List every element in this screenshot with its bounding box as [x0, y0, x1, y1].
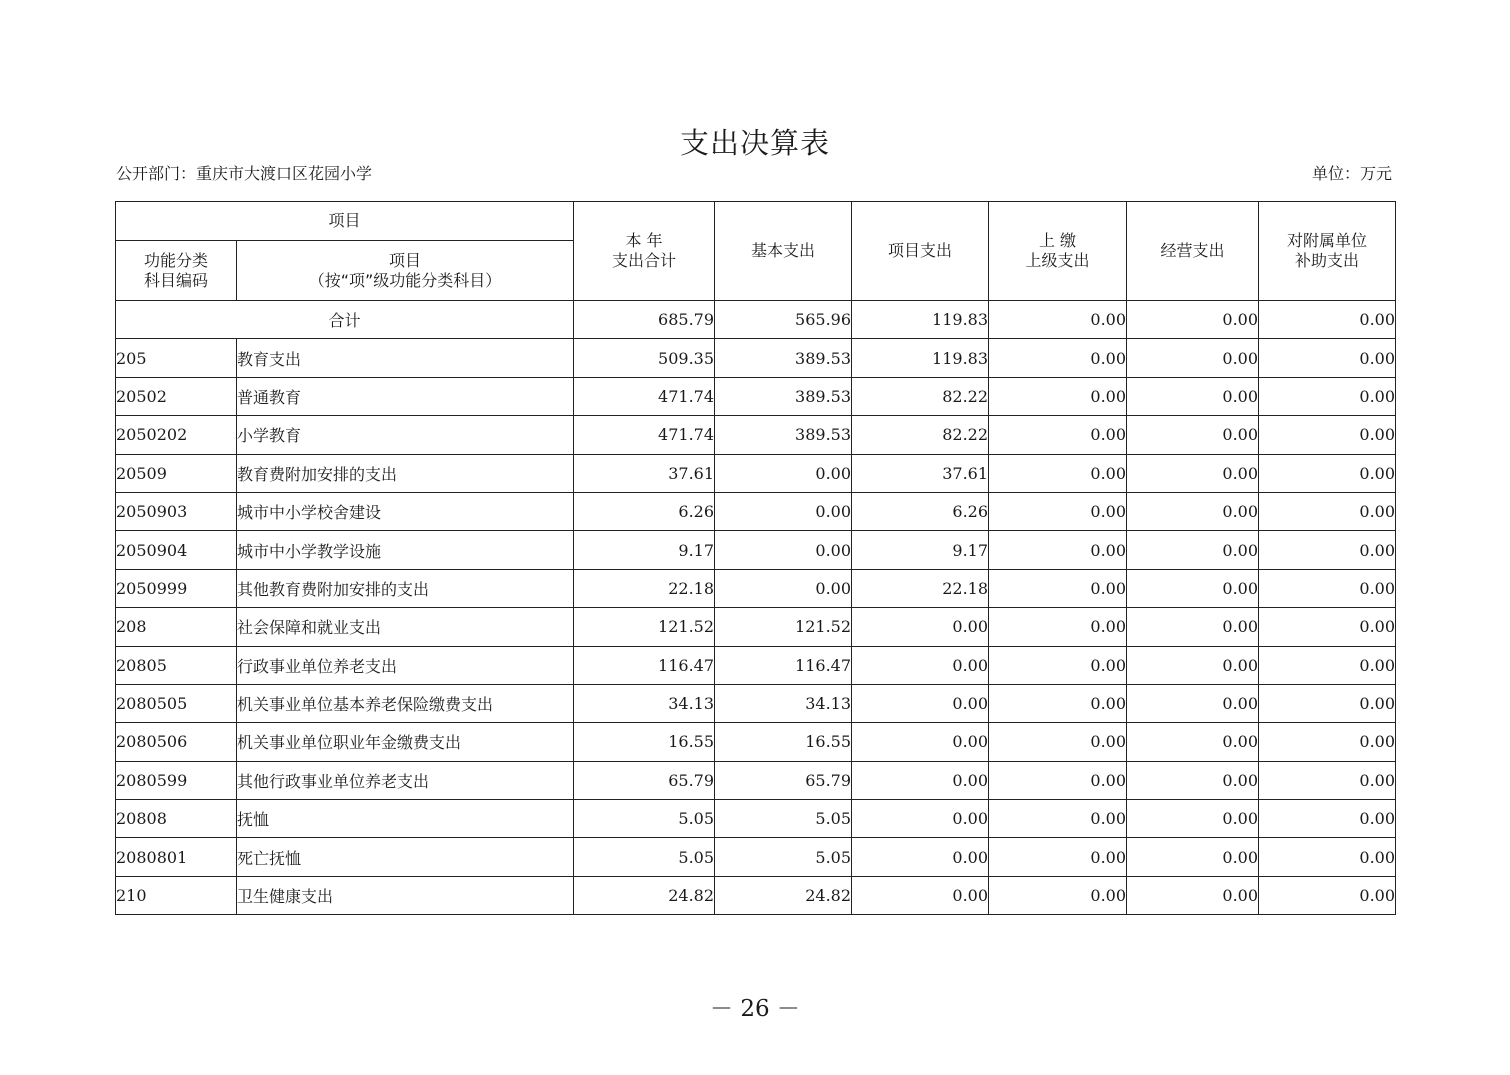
cell-name: 机关事业单位基本养老保险缴费支出 [237, 684, 574, 722]
cell-code: 2050999 [116, 569, 237, 607]
cell-upper: 0.00 [989, 723, 1127, 761]
cell-basic: 5.05 [715, 800, 852, 838]
cell-basic: 121.52 [715, 608, 852, 646]
cell-basic: 0.00 [715, 492, 852, 530]
cell-name: 其他行政事业单位养老支出 [237, 761, 574, 799]
table-row [116, 800, 1396, 838]
cell-subsidy: 0.00 [1259, 646, 1396, 684]
cell-basic: 65.79 [715, 761, 852, 799]
total-total: 685.79 [574, 301, 715, 339]
cell-code: 210 [116, 876, 237, 914]
cell-basic: 34.13 [715, 684, 852, 722]
cell-code: 20808 [116, 800, 237, 838]
page-title: 支出决算表 [679, 126, 830, 160]
unit-label: 单位：万元 [1311, 164, 1392, 183]
cell-total: 471.74 [574, 377, 715, 415]
header-business: 经营支出 [1127, 202, 1259, 301]
cell-business: 0.00 [1127, 646, 1259, 684]
cell-project: 0.00 [852, 684, 989, 722]
cell-name: 社会保障和就业支出 [237, 608, 574, 646]
cell-name: 小学教育 [237, 416, 574, 454]
cell-business: 0.00 [1127, 608, 1259, 646]
cell-project: 0.00 [852, 646, 989, 684]
cell-basic: 5.05 [715, 838, 852, 876]
cell-upper: 0.00 [989, 800, 1127, 838]
cell-code: 20509 [116, 454, 237, 492]
table-row [116, 684, 1396, 722]
cell-project: 37.61 [852, 454, 989, 492]
table-row [116, 838, 1396, 876]
cell-subsidy: 0.00 [1259, 492, 1396, 530]
cell-total: 5.05 [574, 838, 715, 876]
cell-project: 0.00 [852, 876, 989, 914]
table-row [116, 531, 1396, 569]
cell-basic: 16.55 [715, 723, 852, 761]
cell-name: 城市中小学校舍建设 [237, 492, 574, 530]
cell-upper: 0.00 [989, 876, 1127, 914]
cell-project: 0.00 [852, 800, 989, 838]
cell-project: 119.83 [852, 339, 989, 377]
cell-project: 0.00 [852, 608, 989, 646]
cell-subsidy: 0.00 [1259, 608, 1396, 646]
cell-code: 20502 [116, 377, 237, 415]
cell-project: 9.17 [852, 531, 989, 569]
cell-code: 2050202 [116, 416, 237, 454]
cell-upper: 0.00 [989, 492, 1127, 530]
cell-upper: 0.00 [989, 569, 1127, 607]
cell-business: 0.00 [1127, 876, 1259, 914]
expenditure-table [115, 201, 1396, 915]
cell-upper: 0.00 [989, 608, 1127, 646]
cell-project: 22.18 [852, 569, 989, 607]
cell-upper: 0.00 [989, 838, 1127, 876]
cell-business: 0.00 [1127, 531, 1259, 569]
cell-name: 普通教育 [237, 377, 574, 415]
total-upper: 0.00 [989, 301, 1127, 339]
cell-upper: 0.00 [989, 761, 1127, 799]
total-business: 0.00 [1127, 301, 1259, 339]
total-basic: 565.96 [715, 301, 852, 339]
cell-project: 0.00 [852, 761, 989, 799]
cell-basic: 24.82 [715, 876, 852, 914]
table-row [116, 377, 1396, 415]
cell-business: 0.00 [1127, 339, 1259, 377]
table-row [116, 569, 1396, 607]
cell-code: 2080599 [116, 761, 237, 799]
table-row [116, 608, 1396, 646]
cell-subsidy: 0.00 [1259, 723, 1396, 761]
cell-code: 2050904 [116, 531, 237, 569]
cell-project: 82.22 [852, 416, 989, 454]
table-row [116, 646, 1396, 684]
table-row [116, 416, 1396, 454]
cell-upper: 0.00 [989, 416, 1127, 454]
header-upper: 上 缴 上级支出 [989, 202, 1127, 301]
cell-basic: 389.53 [715, 416, 852, 454]
cell-total: 6.26 [574, 492, 715, 530]
cell-name: 教育费附加安排的支出 [237, 454, 574, 492]
total-label: 合计 [116, 301, 574, 339]
cell-code: 205 [116, 339, 237, 377]
cell-name: 城市中小学教学设施 [237, 531, 574, 569]
cell-total: 24.82 [574, 876, 715, 914]
cell-total: 37.61 [574, 454, 715, 492]
page-number: － 26 － [710, 996, 800, 1022]
cell-business: 0.00 [1127, 416, 1259, 454]
table-row [116, 761, 1396, 799]
cell-subsidy: 0.00 [1259, 569, 1396, 607]
header-subsidy: 对附属单位 补助支出 [1259, 202, 1396, 301]
cell-name: 其他教育费附加安排的支出 [237, 569, 574, 607]
cell-name: 抚恤 [237, 800, 574, 838]
cell-code: 2080506 [116, 723, 237, 761]
cell-code: 20805 [116, 646, 237, 684]
cell-upper: 0.00 [989, 646, 1127, 684]
table-row [116, 723, 1396, 761]
cell-project: 82.22 [852, 377, 989, 415]
cell-upper: 0.00 [989, 531, 1127, 569]
cell-basic: 0.00 [715, 454, 852, 492]
cell-subsidy: 0.00 [1259, 761, 1396, 799]
cell-business: 0.00 [1127, 723, 1259, 761]
cell-subsidy: 0.00 [1259, 416, 1396, 454]
cell-code: 2080801 [116, 838, 237, 876]
cell-subsidy: 0.00 [1259, 684, 1396, 722]
cell-subsidy: 0.00 [1259, 454, 1396, 492]
cell-total: 121.52 [574, 608, 715, 646]
cell-total: 471.74 [574, 416, 715, 454]
cell-total: 116.47 [574, 646, 715, 684]
cell-upper: 0.00 [989, 377, 1127, 415]
cell-subsidy: 0.00 [1259, 800, 1396, 838]
cell-business: 0.00 [1127, 800, 1259, 838]
cell-subsidy: 0.00 [1259, 876, 1396, 914]
cell-name: 卫生健康支出 [237, 876, 574, 914]
table-row [116, 492, 1396, 530]
cell-total: 5.05 [574, 800, 715, 838]
cell-project: 6.26 [852, 492, 989, 530]
total-project: 119.83 [852, 301, 989, 339]
cell-subsidy: 0.00 [1259, 838, 1396, 876]
cell-project: 0.00 [852, 838, 989, 876]
table-row [116, 876, 1396, 914]
cell-business: 0.00 [1127, 684, 1259, 722]
cell-code: 208 [116, 608, 237, 646]
cell-subsidy: 0.00 [1259, 377, 1396, 415]
table-row [116, 339, 1396, 377]
department-label: 公开部门：重庆市大渡口区花园小学 [116, 164, 373, 183]
cell-name: 死亡抚恤 [237, 838, 574, 876]
cell-business: 0.00 [1127, 377, 1259, 415]
header-basic: 基本支出 [715, 202, 852, 301]
header-code: 功能分类 科目编码 [116, 241, 237, 301]
cell-subsidy: 0.00 [1259, 339, 1396, 377]
header-project: 项目 [116, 202, 574, 241]
cell-total: 16.55 [574, 723, 715, 761]
total-subsidy: 0.00 [1259, 301, 1396, 339]
cell-business: 0.00 [1127, 761, 1259, 799]
cell-subsidy: 0.00 [1259, 531, 1396, 569]
cell-project: 0.00 [852, 723, 989, 761]
header-name: 项目 （按“项”级功能分类科目） [237, 241, 574, 301]
cell-upper: 0.00 [989, 684, 1127, 722]
cell-upper: 0.00 [989, 339, 1127, 377]
cell-basic: 389.53 [715, 339, 852, 377]
cell-total: 34.13 [574, 684, 715, 722]
cell-name: 机关事业单位职业年金缴费支出 [237, 723, 574, 761]
cell-code: 2080505 [116, 684, 237, 722]
cell-basic: 116.47 [715, 646, 852, 684]
cell-total: 509.35 [574, 339, 715, 377]
cell-name: 教育支出 [237, 339, 574, 377]
cell-name: 行政事业单位养老支出 [237, 646, 574, 684]
cell-total: 9.17 [574, 531, 715, 569]
cell-basic: 389.53 [715, 377, 852, 415]
cell-total: 65.79 [574, 761, 715, 799]
cell-upper: 0.00 [989, 454, 1127, 492]
table-row [116, 454, 1396, 492]
cell-business: 0.00 [1127, 454, 1259, 492]
cell-business: 0.00 [1127, 492, 1259, 530]
cell-business: 0.00 [1127, 569, 1259, 607]
header-total: 本 年 支出合计 [574, 202, 715, 301]
cell-code: 2050903 [116, 492, 237, 530]
header-project-exp: 项目支出 [852, 202, 989, 301]
cell-business: 0.00 [1127, 838, 1259, 876]
cell-basic: 0.00 [715, 531, 852, 569]
cell-basic: 0.00 [715, 569, 852, 607]
cell-total: 22.18 [574, 569, 715, 607]
total-row [116, 301, 1396, 339]
